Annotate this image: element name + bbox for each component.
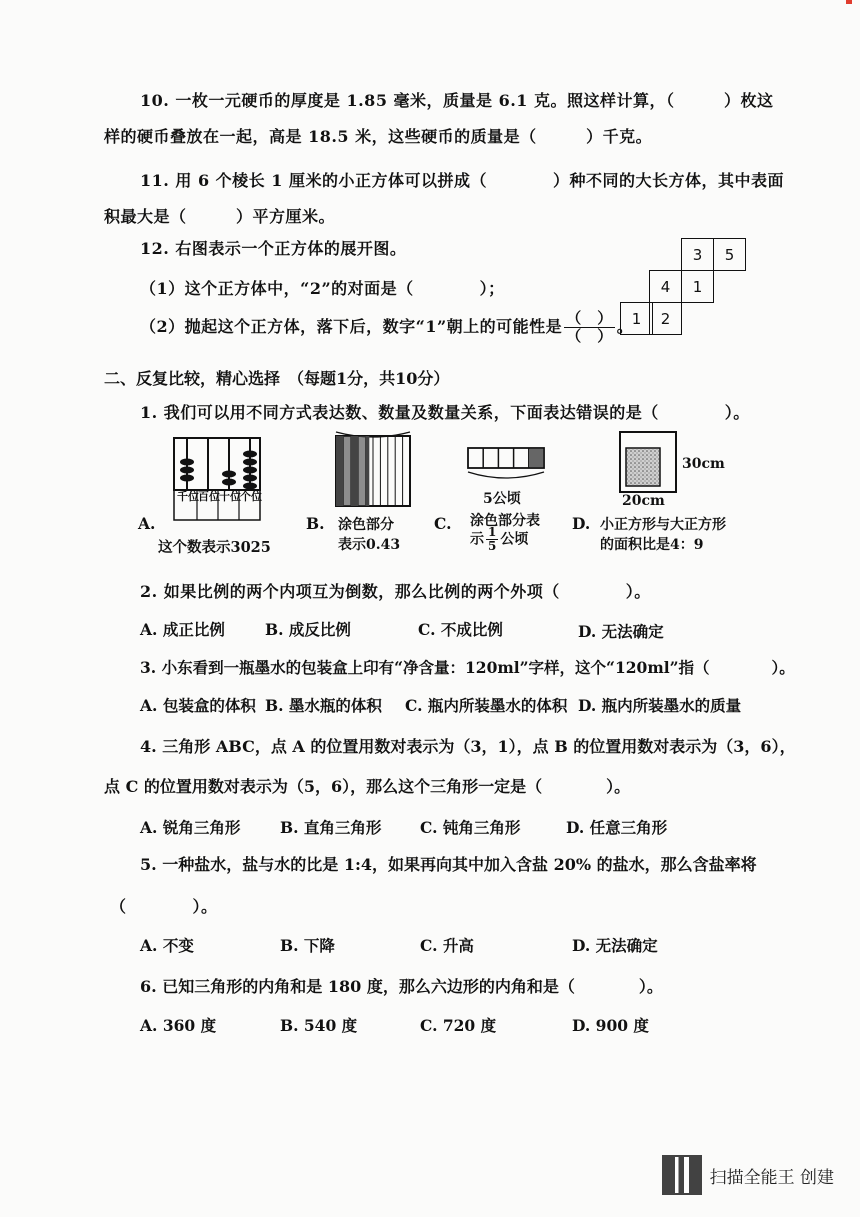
fraction-numerator: 1 <box>488 525 497 539</box>
net-cell: 5 <box>713 238 746 271</box>
q12-sub2-prefix: （2）抛起这个正方体，落下后，数字“1”朝上的可能性是 <box>140 317 563 336</box>
c1-caption2-pre: 示 <box>470 531 484 548</box>
q10-line2: 样的硬币叠放在一起，高是 18.5 米，这些硬币的质量是（ ）千克。 <box>104 127 653 146</box>
net-cell: 4 <box>649 270 682 303</box>
abacus-label-thousands: 千位 <box>177 490 199 503</box>
c1-option-c-caption1: 涂色部分表 <box>470 513 540 529</box>
c4-option-d: D. 任意三角形 <box>566 818 668 837</box>
c2-stem: 2. 如果比例的两个内项互为倒数，那么比例的两个外项（ ）。 <box>140 582 651 601</box>
q12-stem: 12. 右图表示一个正方体的展开图。 <box>140 239 407 258</box>
c5-line1: 5. 一种盐水，盐与水的比是 1:4，如果再向其中加入含盐 20% 的盐水，那么含盐率将 <box>140 855 757 874</box>
c1-option-a-caption: 这个数表示3025 <box>158 539 271 556</box>
c4-option-b: B. 直角三角形 <box>280 818 382 837</box>
c1-option-c-label: C. <box>434 514 452 533</box>
probability-fraction <box>564 310 615 345</box>
hectare-bar-figure <box>466 444 550 490</box>
c4-line1: 4. 三角形 ABC，点 A 的位置用数对表示为（3，1），点 B 的位置用数对表示为（3，6）， <box>140 737 796 756</box>
c1-stem: 1. 我们可以用不同方式表达数、数量及数量关系，下面表达错误的是（ ）。 <box>140 403 750 422</box>
q12-sub2-suffix: 。 <box>616 317 634 336</box>
c5-line2: （ ）。 <box>110 897 218 916</box>
qr-code-icon <box>662 1155 702 1195</box>
abacus-label-tens: 十位 <box>219 490 241 503</box>
c1-option-d-side: 30cm <box>682 456 725 472</box>
c1-option-b-label: B. <box>306 514 325 533</box>
abacus-label-ones: 个位 <box>240 490 262 503</box>
one-fifth-fraction <box>486 526 498 553</box>
q12-sub1: （1）这个正方体中，“2”的对面是（ ）； <box>140 279 505 298</box>
fraction-denominator: 5 <box>488 539 497 553</box>
net-cell: 3 <box>681 238 714 271</box>
c1-option-d-caption1: 小正方形与大正方形 <box>600 517 726 533</box>
c1-option-c-top: 5公顷 <box>483 491 521 507</box>
c1-option-d-bottom: 20cm <box>622 493 665 509</box>
c2-option-a: A. 成正比例 <box>140 620 225 639</box>
c5-option-c: C. 升高 <box>420 936 474 955</box>
corner-mark <box>846 0 852 4</box>
q12-sub2 <box>140 310 633 345</box>
decimal-grid-figure <box>330 428 416 510</box>
c3-option-c: C. 瓶内所装墨水的体积 <box>405 696 568 715</box>
c1-option-d-caption2: 的面积比是4：9 <box>600 537 704 553</box>
c5-option-d: D. 无法确定 <box>572 936 658 955</box>
c4-option-c: C. 钝角三角形 <box>420 818 521 837</box>
abacus-figure <box>170 432 266 524</box>
c5-option-b: B. 下降 <box>280 936 335 955</box>
abacus-label-hundreds: 百位 <box>198 490 220 503</box>
c1-option-a-label: A. <box>138 514 156 533</box>
c2-option-c: C. 不成比例 <box>418 620 503 639</box>
q11-line2: 积最大是（ ）平方厘米。 <box>104 207 336 226</box>
c6-option-d: D. 900 度 <box>572 1016 649 1035</box>
c1-option-b-caption2: 表示0.43 <box>338 537 401 553</box>
c1-option-c-caption2 <box>470 526 528 553</box>
c6-stem: 6. 已知三角形的内角和是 180 度，那么六边形的内角和是（ ）。 <box>140 977 663 996</box>
c6-option-c: C. 720 度 <box>420 1016 497 1035</box>
c3-stem: 3. 小东看到一瓶墨水的包装盒上印有“净含量：120ml”字样，这个“120ml”指（ ）。 <box>140 658 795 677</box>
c4-line2: 点 C 的位置用数对表示为（5，6），那么这个三角形一定是（ ）。 <box>104 777 631 796</box>
c3-option-a: A. 包装盒的体积 <box>140 696 256 715</box>
c6-option-b: B. 540 度 <box>280 1016 358 1035</box>
net-cell: 1 <box>681 270 714 303</box>
c6-option-a: A. 360 度 <box>140 1016 217 1035</box>
fraction-denominator: （ ） <box>566 327 613 345</box>
c4-option-a: A. 锐角三角形 <box>140 818 241 837</box>
c3-option-b: B. 墨水瓶的体积 <box>265 696 382 715</box>
c1-option-d-label: D. <box>572 514 591 533</box>
c1-caption2-post: 公顷 <box>500 531 529 548</box>
net-cell: 2 <box>649 302 682 335</box>
squares-figure <box>618 430 680 496</box>
q11-line1: 11. 用 6 个棱长 1 厘米的小正方体可以拼成（ ）种不同的大长方体，其中表面 <box>140 171 784 190</box>
c1-option-b-caption1: 涂色部分 <box>338 517 394 533</box>
scanner-label: 扫描全能王 创建 <box>709 1167 834 1188</box>
scanner-watermark <box>662 1155 834 1195</box>
c2-option-d: D. 无法确定 <box>578 622 664 641</box>
q10-line1: 10. 一枚一元硬币的厚度是 1.85 毫米，质量是 6.1 克。照这样计算，（ ）枚这 <box>140 91 774 110</box>
c3-option-d: D. 瓶内所装墨水的质量 <box>578 696 742 715</box>
c5-option-a: A. 不变 <box>140 936 194 955</box>
c2-option-b: B. 成反比例 <box>265 620 351 639</box>
net-cell: 1 <box>620 302 653 335</box>
section-title: 二、反复比较，精心选择 （每题1分，共10分） <box>104 369 450 388</box>
fraction-numerator: （ ） <box>566 309 613 327</box>
